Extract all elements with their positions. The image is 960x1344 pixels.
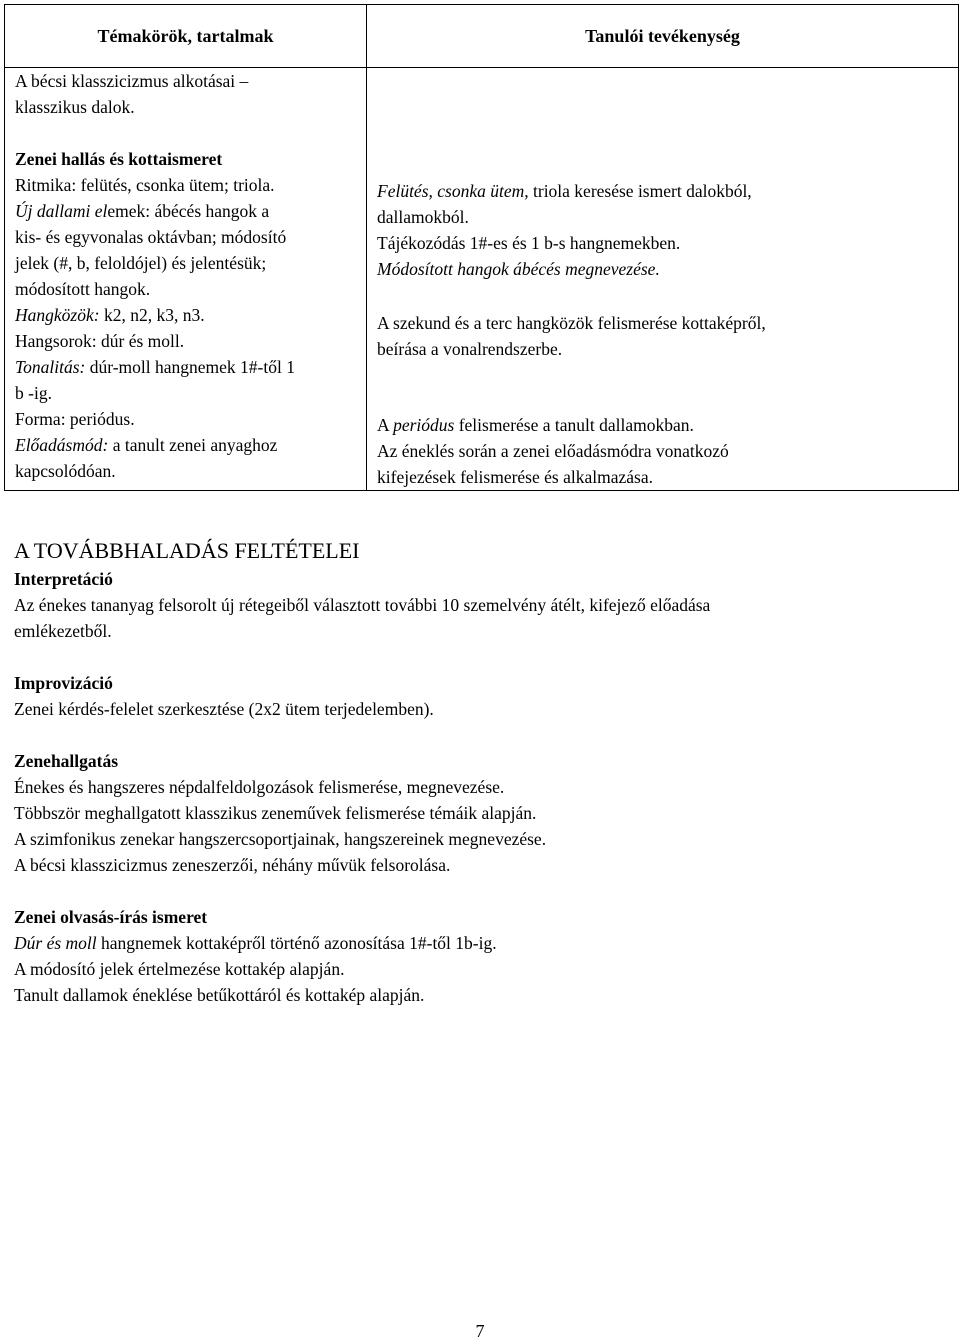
eloadasmod-line [15, 432, 356, 458]
hangkozok-line [15, 302, 356, 328]
enekles-cont-line: kifejezések felismerése és alkalmazása. [377, 467, 653, 487]
tajekozodas-line: Tájékozódás 1#-es és 1 b-s hangnemekben. [377, 233, 681, 253]
hangsorok-line: Hangsorok: dúr és moll. [15, 331, 185, 351]
tonalitas-value: dúr-moll hangnemek 1#-től 1 [85, 357, 295, 377]
eloadasmod-label: Előadásmód: [15, 435, 109, 455]
conditions-title: A TOVÁBBHALADÁS FELTÉTELEI [14, 538, 360, 563]
olvasas-line-1 [14, 930, 944, 956]
uj-dallami-italic: Új dallami el [15, 201, 108, 221]
tonalitas-label: Tonalitás: [15, 357, 86, 377]
periodus-pre: A [377, 415, 394, 435]
improvizacio-heading: Improvizáció [14, 673, 113, 693]
olvasas-line-2: A módosító jelek értelmezése kottakép alapján. [14, 959, 345, 979]
topics-cell [5, 68, 367, 491]
szekund-cont-line: beírása a vonalrendszerbe. [377, 339, 563, 359]
zenehallgatas-line: A bécsi klasszicizmus zeneszerzői, néhány művük felsorolása. [14, 855, 451, 875]
jelek-line: jelek (#, b, feloldójel) és jelentésük; [15, 253, 267, 273]
eloadasmod-value: a tanult zenei anyaghoz [108, 435, 278, 455]
kis-line: kis- és egyvonalas oktávban; módosító [15, 227, 287, 247]
ritmika-line: Ritmika: felütés, csonka ütem; triola. [15, 175, 275, 195]
tonalitas-line [15, 354, 356, 380]
olvasas-line-1-italic: Dúr és moll [14, 933, 97, 953]
zenehallgatas-line: Énekes és hangszeres népdalfeldolgozások felismerése, megnevezése. [14, 777, 505, 797]
page-number: 7 [475, 1321, 485, 1341]
interpretacio-line-2: emlékezetből. [14, 621, 112, 641]
periodus-rest: felismerése a tanult dallamokban. [454, 415, 694, 435]
conditions-section [14, 536, 944, 1008]
forma-line: Forma: periódus. [15, 409, 135, 429]
zenehallgatas-line: Többször meghallgatott klasszikus zeneművek felismerése témáik alapján. [14, 803, 537, 823]
hangkozok-label: Hangközök: [15, 305, 100, 325]
interpretacio-line-1: Az énekes tananyag felsorolt új rétegeiből választott további 10 szemelvény átélt, kifejező előadása [14, 595, 711, 615]
interpretacio-heading: Interpretáció [14, 569, 113, 589]
zenehallgatas-line: A szimfonikus zenekar hangszercsoportjainak, hangszereinek megnevezése. [14, 829, 547, 849]
felutes-rest: triola keresése ismert dalokból, [528, 181, 752, 201]
olvasas-heading: Zenei olvasás-írás ismeret [14, 907, 208, 927]
intro-line-2: klasszikus dalok. [15, 97, 135, 117]
tonalitas-cont-line: b -ig. [15, 383, 52, 403]
enekles-line: Az éneklés során a zenei előadásmódra vonatkozó [377, 441, 729, 461]
zenehallgatas-heading: Zenehallgatás [14, 751, 119, 771]
curriculum-table [4, 4, 959, 491]
hangkozok-value: k2, n2, k3, n3. [99, 305, 205, 325]
header-topics: Témakörök, tartalmak [5, 5, 367, 68]
table-content-row [5, 68, 959, 491]
table-header-row [5, 5, 959, 68]
activities-cell [367, 68, 959, 491]
eloadasmod-cont-line: kapcsolódóan. [15, 461, 116, 481]
periodus-italic: periódus [393, 415, 455, 435]
intro-line-1: A bécsi klasszicizmus alkotásai – [15, 71, 249, 91]
felutes-cont-line: dallamokból. [377, 207, 469, 227]
olvasas-line-3: Tanult dallamok éneklése betűkottáról és kottakép alapján. [14, 985, 425, 1005]
szekund-line: A szekund és a terc hangközök felismerése kottaképről, [377, 313, 766, 333]
periodus-line [377, 412, 948, 438]
modositott-line: módosított hangok. [15, 279, 151, 299]
felutes-line [377, 178, 948, 204]
felutes-italic: Felütés, csonka ütem, [377, 181, 529, 201]
uj-dallami-line [15, 198, 356, 224]
modositott-hangok-line: Módosított hangok ábécés megnevezése. [377, 259, 660, 279]
topic-heading: Zenei hallás és kottaismeret [15, 149, 223, 169]
uj-dallami-rest: emek: ábécés hangok a [107, 201, 270, 221]
header-activities: Tanulói tevékenység [367, 5, 959, 68]
olvasas-line-1-rest: hangnemek kottaképről történő azonosítása 1#-től 1b-ig. [96, 933, 497, 953]
improvizacio-line-1: Zenei kérdés-felelet szerkesztése (2x2 ütem terjedelemben). [14, 699, 434, 719]
